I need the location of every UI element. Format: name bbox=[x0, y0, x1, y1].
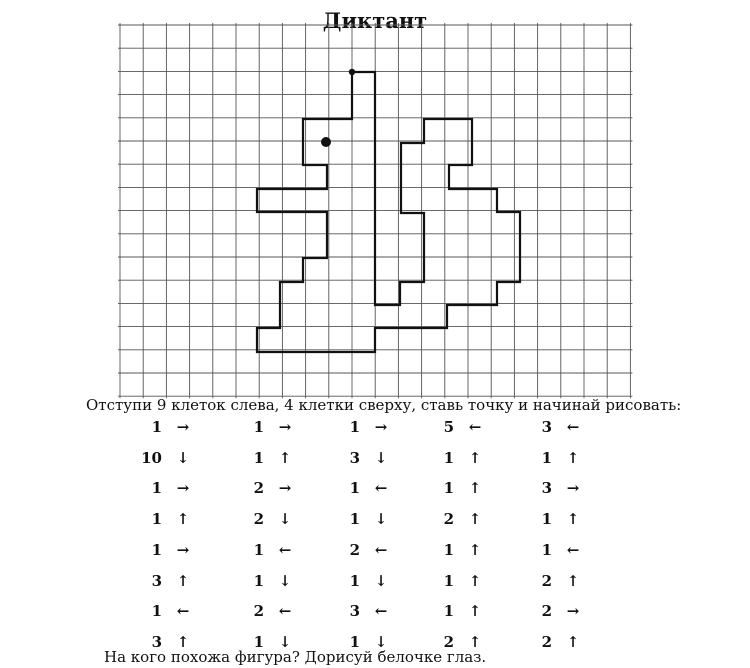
question-text: На кого похожа фигура? Дорисуй белочке глаз. bbox=[104, 648, 487, 666]
command-count: 1 bbox=[443, 479, 454, 498]
command-count: 1 bbox=[349, 479, 360, 498]
arrow-up-icon: ↑ bbox=[566, 510, 580, 529]
arrow-right-icon: → bbox=[374, 418, 388, 436]
command-item bbox=[240, 479, 296, 497]
arrow-left-icon: ← bbox=[278, 540, 292, 559]
arrow-down-icon: ↓ bbox=[374, 448, 388, 467]
arrow-up-icon: ↑ bbox=[468, 632, 482, 651]
arrow-down-icon: ↓ bbox=[176, 448, 190, 467]
command-item bbox=[336, 479, 392, 497]
command-item bbox=[240, 602, 296, 620]
arrow-right-icon: → bbox=[566, 602, 580, 621]
command-count: 1 bbox=[349, 510, 360, 529]
command-count: 1 bbox=[253, 540, 264, 559]
command-count: 2 bbox=[541, 602, 552, 621]
arrow-left-icon: ← bbox=[176, 602, 190, 621]
command-count: 2 bbox=[253, 602, 264, 621]
arrow-right-icon: → bbox=[278, 418, 292, 436]
arrow-left-icon: ← bbox=[566, 540, 580, 559]
command-item bbox=[138, 602, 194, 620]
arrow-down-icon: ↓ bbox=[278, 510, 292, 529]
command-count: 1 bbox=[541, 448, 552, 467]
arrow-up-icon: ↑ bbox=[468, 479, 482, 498]
command-count: 3 bbox=[541, 418, 552, 436]
command-count: 2 bbox=[349, 540, 360, 559]
command-item bbox=[138, 572, 194, 590]
command-item bbox=[430, 479, 486, 497]
command-item bbox=[240, 541, 296, 559]
command-item bbox=[138, 479, 194, 497]
command-count: 1 bbox=[151, 479, 162, 498]
command-count: 1 bbox=[349, 632, 360, 651]
arrow-up-icon: ↑ bbox=[278, 448, 292, 467]
arrow-left-icon: ← bbox=[374, 540, 388, 559]
command-item bbox=[336, 602, 392, 620]
squirrel-eye-dot bbox=[321, 137, 331, 147]
command-item bbox=[336, 510, 392, 528]
start-dot bbox=[349, 69, 355, 75]
command-count: 1 bbox=[541, 540, 552, 559]
arrow-up-icon: ↑ bbox=[566, 632, 580, 651]
arrow-right-icon: → bbox=[278, 479, 292, 498]
arrow-up-icon: ↑ bbox=[468, 448, 482, 467]
command-item bbox=[138, 541, 194, 559]
command-count: 1 bbox=[541, 510, 552, 529]
arrow-down-icon: ↓ bbox=[278, 571, 292, 590]
command-count: 3 bbox=[349, 602, 360, 621]
arrow-up-icon: ↑ bbox=[176, 632, 190, 651]
command-count: 1 bbox=[253, 571, 264, 590]
command-item bbox=[528, 602, 584, 620]
command-item bbox=[240, 510, 296, 528]
command-count: 3 bbox=[151, 571, 162, 590]
command-item bbox=[528, 510, 584, 528]
command-count: 1 bbox=[443, 540, 454, 559]
command-item bbox=[138, 449, 194, 467]
arrow-left-icon: ← bbox=[468, 418, 482, 436]
page-title: Диктант bbox=[322, 8, 428, 33]
command-count: 1 bbox=[443, 448, 454, 467]
arrow-up-icon: ↑ bbox=[468, 540, 482, 559]
arrow-right-icon: → bbox=[566, 479, 580, 498]
command-item bbox=[528, 633, 584, 651]
command-item bbox=[336, 572, 392, 590]
command-item bbox=[528, 449, 584, 467]
command-count: 1 bbox=[253, 418, 264, 436]
command-item bbox=[528, 418, 584, 436]
command-count: 1 bbox=[349, 418, 360, 436]
arrow-up-icon: ↑ bbox=[566, 571, 580, 590]
command-item bbox=[430, 541, 486, 559]
command-item bbox=[430, 418, 486, 436]
command-item bbox=[138, 510, 194, 528]
command-item bbox=[430, 510, 486, 528]
command-count: 1 bbox=[253, 448, 264, 467]
command-item bbox=[336, 418, 392, 436]
command-count: 2 bbox=[253, 479, 264, 498]
arrow-right-icon: → bbox=[176, 418, 190, 436]
command-count: 1 bbox=[253, 632, 264, 651]
command-item bbox=[336, 449, 392, 467]
command-count: 3 bbox=[349, 448, 360, 467]
instruction-text: Отступи 9 клеток слева, 4 клетки сверху, ставь точку и начинай рисовать: bbox=[86, 396, 682, 414]
arrow-right-icon: → bbox=[176, 479, 190, 498]
arrow-left-icon: ← bbox=[374, 479, 388, 498]
command-item bbox=[430, 602, 486, 620]
arrow-up-icon: ↑ bbox=[176, 510, 190, 529]
command-item bbox=[336, 541, 392, 559]
command-item bbox=[430, 449, 486, 467]
arrow-down-icon: ↓ bbox=[374, 571, 388, 590]
command-item bbox=[240, 449, 296, 467]
command-count: 2 bbox=[443, 510, 454, 529]
arrow-left-icon: ← bbox=[278, 602, 292, 621]
arrow-down-icon: ↓ bbox=[278, 632, 292, 651]
command-count: 10 bbox=[141, 448, 162, 467]
command-count: 3 bbox=[541, 479, 552, 498]
command-count: 1 bbox=[443, 602, 454, 621]
command-item bbox=[528, 541, 584, 559]
command-item bbox=[528, 572, 584, 590]
arrow-up-icon: ↑ bbox=[468, 571, 482, 590]
command-count: 2 bbox=[253, 510, 264, 529]
command-item bbox=[138, 418, 194, 436]
command-count: 1 bbox=[443, 571, 454, 590]
command-count: 5 bbox=[443, 418, 454, 436]
arrow-up-icon: ↑ bbox=[176, 571, 190, 590]
command-count: 1 bbox=[349, 571, 360, 590]
arrow-up-icon: ↑ bbox=[468, 602, 482, 621]
command-count: 3 bbox=[151, 632, 162, 651]
arrow-up-icon: ↑ bbox=[566, 448, 580, 467]
arrow-left-icon: ← bbox=[566, 418, 580, 436]
arrow-down-icon: ↓ bbox=[374, 632, 388, 651]
command-count: 1 bbox=[151, 510, 162, 529]
arrow-up-icon: ↑ bbox=[468, 510, 482, 529]
arrow-down-icon: ↓ bbox=[374, 510, 388, 529]
command-count: 1 bbox=[151, 418, 162, 436]
command-item bbox=[430, 572, 486, 590]
command-item bbox=[528, 479, 584, 497]
command-count: 2 bbox=[541, 571, 552, 590]
command-item bbox=[240, 572, 296, 590]
arrow-left-icon: ← bbox=[374, 602, 388, 621]
command-count: 2 bbox=[541, 632, 552, 651]
command-count: 1 bbox=[151, 602, 162, 621]
arrow-right-icon: → bbox=[176, 540, 190, 559]
command-item bbox=[240, 418, 296, 436]
command-count: 2 bbox=[443, 632, 454, 651]
command-count: 1 bbox=[151, 540, 162, 559]
squirrel-outline bbox=[257, 72, 520, 352]
